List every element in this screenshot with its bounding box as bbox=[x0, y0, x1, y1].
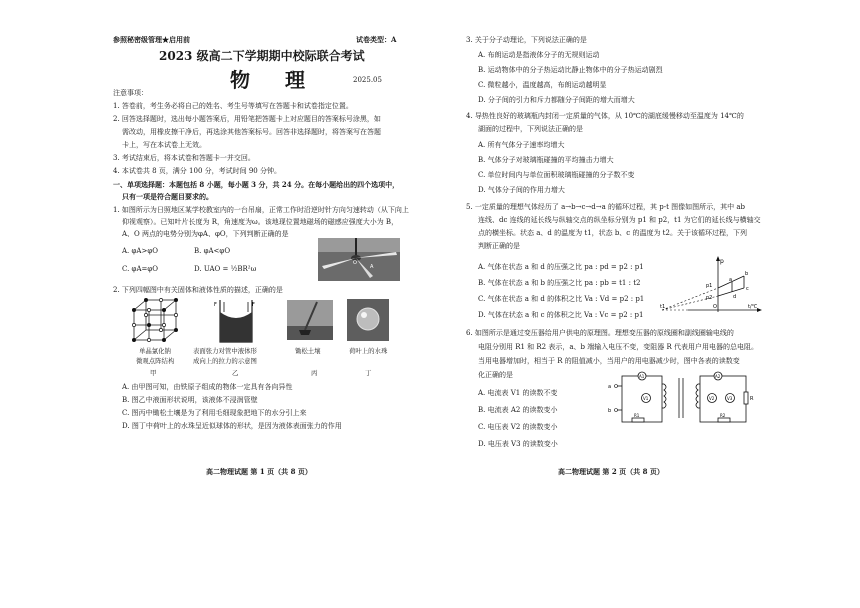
q6-option-a: A. 电流表 V1 的读数不变 bbox=[478, 389, 558, 397]
notice-heading: 注意事项： bbox=[113, 89, 148, 97]
q6-option-c: C. 电压表 V2 的读数变小 bbox=[478, 423, 558, 431]
q3-option-c: C. 微粒越小，温度越高，布朗运动越明显 bbox=[478, 81, 607, 89]
svg-text:O: O bbox=[353, 260, 357, 266]
exam-title: 2023 级高二下学期期中校际联合考试 bbox=[159, 49, 365, 63]
ceiling-fan-photo bbox=[318, 238, 400, 281]
question-2-stem: 2. 下列四幅图中有关固体和液体性质的描述，正确的是 bbox=[113, 286, 283, 294]
q6-option-b: B. 电流表 A2 的读数变小 bbox=[478, 406, 558, 414]
axis-label-p: p bbox=[720, 258, 724, 265]
resistor-r-label: R bbox=[750, 396, 754, 402]
water-drop-photo bbox=[347, 299, 389, 341]
question-5-stem: 点的横坐标。状态 a、d 的温度为 t1，状态 b、c 的温度为 t2。关于该循环过程，下列 bbox=[478, 229, 747, 237]
question-6-stem: 电阻分别用 R1 和 R2 表示，a、b 端输入电压不变，变阻器 R 代表用户用电器的总电阻。 bbox=[478, 343, 758, 351]
q6-option-d: D. 电压表 V3 的读数变小 bbox=[478, 440, 558, 448]
q5-option-a: A. 气体在状态 a 和 d 的压强之比 pa : pd = p2 : p1 bbox=[478, 263, 644, 271]
question-4-stem: 湖面的过程中，下列说法正确的是 bbox=[478, 125, 583, 133]
label-t1: t1 bbox=[660, 304, 666, 310]
label-p2: p2 bbox=[706, 295, 713, 301]
caption-yi-2: 成向上的拉力的示意图 bbox=[193, 357, 257, 365]
q1-option-b: B. φA<φO bbox=[194, 247, 231, 255]
question-6-stem: 化正确的是 bbox=[478, 371, 513, 379]
ammeter-a1-label: A1 bbox=[639, 374, 645, 379]
q2-option-d: D. 图丁中荷叶上的水珠呈近似球体的形状，是因为液体表面张力的作用 bbox=[122, 422, 342, 430]
q2-option-c: C. 图丙中锄松土壤是为了利用毛细现象把地下的水分引上来 bbox=[122, 409, 307, 417]
q4-option-c: C. 单位时间内与单位面积玻璃瓶碰撞的分子数不变 bbox=[478, 171, 635, 179]
label-a: a bbox=[729, 277, 733, 283]
q1-option-c: C. φA=φO bbox=[122, 265, 159, 273]
q4-option-b: B. 气体分子对玻璃瓶碰撞的平均撞击力增大 bbox=[478, 156, 614, 164]
hoeing-soil-photo bbox=[287, 300, 333, 340]
section-heading: 只有一项是符合题目要求的。 bbox=[122, 192, 213, 201]
q4-option-d: D. 气体分子间的作用力增大 bbox=[478, 186, 565, 194]
voltmeter-v2-label: V2 bbox=[709, 396, 715, 401]
caption-jia-1: 单晶氯化钠 bbox=[139, 347, 171, 355]
subject-title: 物 理 bbox=[230, 68, 319, 92]
label-d: d bbox=[733, 294, 737, 300]
label-b: b bbox=[745, 271, 749, 277]
axis-label-t: t/℃ bbox=[748, 304, 758, 310]
pt-graph bbox=[658, 254, 764, 314]
q3-option-b: B. 运动物体中的分子热运动比静止物体中的分子热运动剧烈 bbox=[478, 66, 663, 74]
nacl-lattice-diagram bbox=[130, 298, 182, 342]
q5-option-d: D. 气体在状态 a 和 c 的体积之比 Va : Vc = p2 : p1 bbox=[478, 311, 644, 319]
caption-ding: 荷叶上的水珠 bbox=[349, 347, 388, 355]
notice-line: 1. 答卷前，考生务必将自己的姓名、考生号等填写在答题卡和试卷指定位置。 bbox=[113, 102, 353, 110]
notice-line: 4. 本试卷共 8 页，满分 100 分，考试时间 90 分钟。 bbox=[113, 167, 281, 175]
question-3-stem: 3. 关于分子动理论，下列说法正确的是 bbox=[466, 36, 587, 44]
question-1-stem: A、O 两点的电势分别为φA、φO，下列判断正确的是 bbox=[122, 230, 289, 238]
caption-bing: 锄松土壤 bbox=[295, 347, 321, 355]
q3-option-d: D. 分子间的引力和斥力都随分子间距的增大而增大 bbox=[478, 96, 635, 104]
terminal-a-label: a bbox=[608, 384, 612, 390]
caption-jia-2: 微观点阵结构 bbox=[136, 357, 175, 365]
right-page bbox=[430, 0, 860, 608]
label-ding: 丁 bbox=[365, 369, 372, 377]
q2-option-a: A. 由甲图可知，由铁原子组成的物体一定具有各向异性 bbox=[122, 383, 293, 391]
caption-yi-1: 表面张力对管中液体形 bbox=[193, 347, 257, 355]
resistor-r2-label: R2 bbox=[720, 413, 726, 418]
question-5-stem: 连线、dc 连线的延长线与纵轴交点的纵坐标分别为 p1 和 p2，t1 为它们的延长线与横轴交 bbox=[478, 216, 761, 224]
question-6-stem: 当用电器增加时，相当于 R 的阻值减小，当用户的用电器减少时，图中各表的读数变 bbox=[478, 357, 740, 365]
confidentiality-label: 参照秘密级管理★启用前 bbox=[113, 35, 190, 44]
question-5-stem: 判断正确的是 bbox=[478, 242, 520, 250]
notice-line: 需改动，用橡皮擦干净后，再选涂其他答案标号。回答非选择题时，将答案写在答题 bbox=[122, 128, 381, 136]
question-5-stem: 5. 一定质量的理想气体经历了 a→b→c→d→a 的循环过程，其 p-t 图像如图所示，其中 ab bbox=[466, 203, 746, 211]
q5-option-b: B. 气体在状态 a 和 b 的压强之比 pa : pb = t1 : t2 bbox=[478, 279, 641, 287]
page-footer: 高二物理试题 第 2 页（共 8 页） bbox=[558, 467, 664, 476]
svg-text:F: F bbox=[252, 302, 255, 308]
svg-text:F: F bbox=[214, 302, 217, 308]
label-p1: p1 bbox=[706, 283, 713, 289]
voltmeter-v1-label: V1 bbox=[643, 396, 649, 401]
notice-line: 卡上，写在本试卷上无效。 bbox=[122, 141, 206, 149]
label-yi: 乙 bbox=[232, 369, 239, 377]
label-jia: 甲 bbox=[150, 369, 157, 377]
terminal-b-label: b bbox=[608, 408, 612, 414]
question-1-stem: 仰视观察）。已知叶片长度为 R，角速度为ω。该地现位置地磁场的磁感应强度大小为 B， bbox=[122, 218, 399, 226]
voltmeter-v3-label: V3 bbox=[727, 396, 733, 401]
label-origin: O bbox=[713, 304, 717, 310]
label-c: c bbox=[746, 286, 749, 292]
question-4-stem: 4. 导热性良好的玻璃瓶内封闭一定质量的气体，从 10℃的湖底缓慢移动至温度为 14℃的 bbox=[466, 112, 744, 120]
q1-option-d: D. UAO = ½BR²ω bbox=[194, 265, 257, 273]
label-bing: 丙 bbox=[311, 369, 318, 377]
q5-option-c: C. 气体在状态 a 和 d 的体积之比 Va : Vd = p2 : p1 bbox=[478, 295, 645, 303]
resistor-r1-label: R1 bbox=[634, 413, 640, 418]
notice-line: 3. 考试结束后，将本试卷和答题卡一并交回。 bbox=[113, 154, 255, 162]
q1-option-a: A. φA>φO bbox=[122, 247, 158, 255]
q4-option-a: A. 所有气体分子速率均增大 bbox=[478, 141, 565, 149]
q2-option-b: B. 图乙中液面形状说明，该液体不浸润管壁 bbox=[122, 396, 258, 404]
transformer-circuit-diagram bbox=[606, 370, 758, 428]
notice-line: 2. 回答选择题时，选出每小题答案后，用铅笔把答题卡上对应题目的答案标号涂黑，如 bbox=[113, 115, 381, 123]
paper-type-label: 试卷类型：A bbox=[356, 35, 397, 44]
surface-tension-diagram bbox=[212, 298, 260, 344]
question-6-stem: 6. 如图所示是通过变压器给用户供电的原理图。理想变压器的原线圈和副线圈输电线的 bbox=[466, 329, 734, 337]
exam-date: 2025.05 bbox=[353, 76, 382, 84]
page-footer: 高二物理试题 第 1 页（共 8 页） bbox=[206, 467, 312, 476]
ammeter-a2-label: A2 bbox=[715, 374, 721, 379]
section-heading: 一、单项选择题：本题包括 8 小题，每小题 3 分，共 24 分。在每小题给出的四个选项中， bbox=[113, 180, 400, 189]
question-1-stem: 1. 如图所示为日照地区某学校教室内的一台吊扇，正常工作时沿逆时针方向匀速转动（从下向上 bbox=[113, 206, 409, 214]
svg-text:A: A bbox=[370, 264, 374, 270]
q3-option-a: A. 布朗运动是指液体分子的无规则运动 bbox=[478, 51, 600, 59]
